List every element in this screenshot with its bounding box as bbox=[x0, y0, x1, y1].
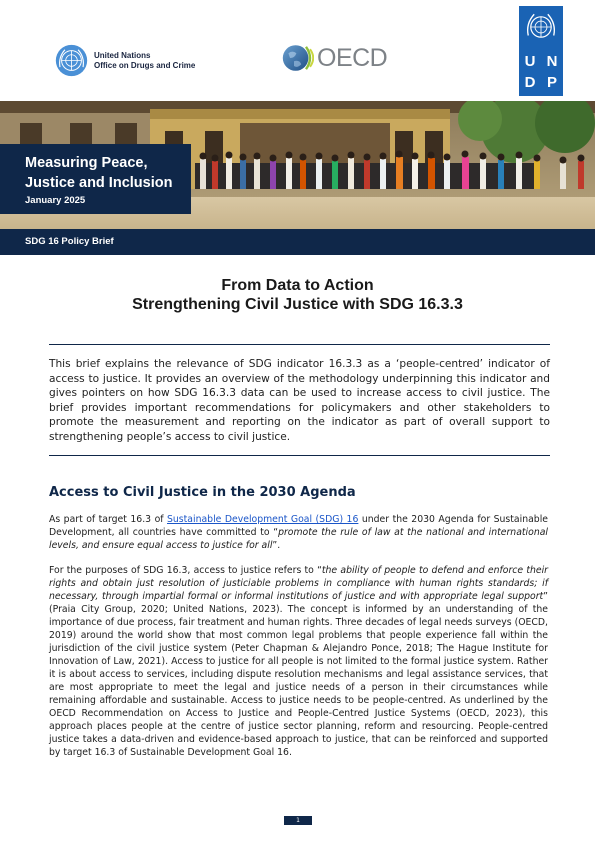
publication-date: January 2025 bbox=[25, 195, 86, 206]
undp-letter-p: P bbox=[546, 74, 557, 91]
unodc-line2: Office on Drugs and Crime bbox=[94, 60, 196, 70]
unodc-wordmark bbox=[94, 51, 195, 71]
unodc-logo bbox=[55, 44, 195, 77]
document-title-line1: From Data to Action bbox=[221, 277, 374, 294]
paragraph-1-text-b: under the 2030 Agenda for Sustainable Development, all countries have committed to “ bbox=[49, 514, 548, 538]
undp-letter-d: D bbox=[524, 74, 536, 91]
undp-letter-u: U bbox=[524, 53, 536, 70]
un-emblem-icon bbox=[55, 44, 88, 77]
oecd-wordmark: OECD bbox=[317, 44, 388, 72]
policy-brief-band bbox=[0, 229, 595, 255]
document-title-line2: Strengthening Civil Justice with SDG 16.3.3 bbox=[132, 296, 463, 313]
publication-series-title: Measuring Peace, Justice and Inclusion bbox=[25, 155, 173, 191]
section-heading: Access to Civil Justice in the 2030 Agenda bbox=[49, 485, 356, 500]
paragraph-1-quote: promote the rule of law at the national and international levels, and ensure equal access to justice for all bbox=[49, 527, 548, 551]
page-number: 1 bbox=[284, 816, 312, 825]
undp-logo bbox=[519, 6, 563, 96]
hero-title-box bbox=[0, 144, 191, 214]
document-title bbox=[0, 276, 595, 314]
paragraph-1 bbox=[49, 513, 548, 552]
paragraph-2-text-b: ” (Praia City Group, 2020; United Nations, 2023). The concept is informed by an understanding of the importance of due process, fair treatment and human rights. Three decades of legal needs surveys (OECD, 2019) around the world show that most common legal problems that people experience fall within the jurisdiction of the civil justice system (Peter Chapman & Alejandro Ponce, 2018; The Hague Institute for Innovation of Law, 2021). Access to justice for all people is not limited to the formal justice system. Rather it is about access to services, including dispute resolution mechanisms and legal assistance services, that are most appropriate to meet the legal and justice needs of a person in their circumstances while remaining affordable and sustainable. Access to justice needs to be people-centred. As underlined by the OECD Recommendation on Access to Justice and People-Centred Justice Systems (OECD, 2023), this approach places people at the centre of justice sector planning, reform and resourcing. People-centred justice takes a data-driven and evidence-based approach to justice, that can be reinforced and supported by target 16.3 of Sustainable Development Goal 16. bbox=[49, 591, 548, 758]
paragraph-1-text-c: ”. bbox=[272, 540, 281, 551]
unodc-line1: United Nations bbox=[94, 50, 151, 60]
hero-banner bbox=[0, 101, 595, 229]
oecd-globe-icon bbox=[282, 42, 314, 74]
paragraph-2-quote: the ability of people to defend and enforce their rights and obtain just resolution of justiciable problems in compliance with human rights standards; if necessary, through impartial formal or informal institutions of justice and with appropriate legal support bbox=[49, 565, 548, 602]
paragraph-2-text-a: For the purposes of SDG 16.3, access to justice refers to “ bbox=[49, 565, 322, 576]
undp-letters bbox=[519, 51, 563, 93]
policy-brief-label: SDG 16 Policy Brief bbox=[25, 236, 114, 247]
abstract-bottom-rule bbox=[49, 455, 550, 456]
paragraph-1-text-a: As part of target 16.3 of bbox=[49, 514, 168, 525]
oecd-logo bbox=[282, 42, 387, 74]
un-emblem-icon bbox=[524, 10, 558, 44]
abstract-text: This brief explains the relevance of SDG indicator 16.3.3 as a ‘people-centred’ indicator of access to justice. It provides an overview of the methodology underpinning this indicator and gives pointers on how SDG 16.3.3 data can be used to increase access to civil justice. The brief provides important recommendations for policymakers and other stakeholders to promote the measurement and reporting on the indicator as part of overall support to strengthening people’s access to civil justice. bbox=[49, 358, 550, 443]
paragraph-2 bbox=[49, 564, 548, 759]
undp-letter-n: N bbox=[546, 53, 558, 70]
abstract-top-rule bbox=[49, 344, 550, 345]
sdg16-link[interactable]: Sustainable Development Goal (SDG) 16 bbox=[167, 514, 359, 525]
